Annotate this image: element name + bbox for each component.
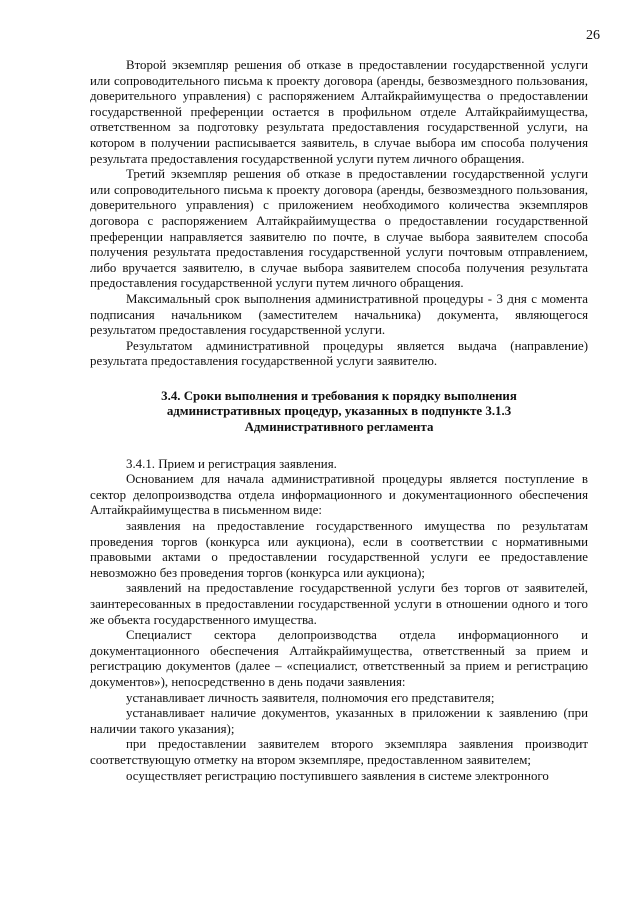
- page-number: 26: [586, 28, 600, 43]
- section-heading: [90, 389, 588, 436]
- document-body: [90, 58, 588, 784]
- paragraph-procedure-basis: Основанием для начала административной процедуры является поступление в сектор делопроизводства отдела информационного и документационного обеспечения Алтайкрайимущества в письменном виде:: [90, 472, 588, 518]
- paragraph-third-copy: Третий экземпляр решения об отказе в предоставлении государственной услуги или сопроводительного письма к проекту договора (аренды, безвозмездного пользования, доверительного управления) с приложением необходимого количества экземпляров договора с распоряжением Алтайкрайимущества о предоставлении государственной преференции направляется заявителю по почте, в случае выбора заявителем способа получения результата предоставления государственной услуги почтовым отправлением, либо вручается заявителю, в случае выбора заявителем способа получения результата предоставления государственной услуги путем личного обращения.: [90, 167, 588, 291]
- paragraph-subsection-3-4-1: 3.4.1. Прием и регистрация заявления.: [126, 456, 337, 471]
- section-heading-line-3: Административного регламента: [244, 420, 434, 435]
- paragraph-registration-system: осуществляет регистрацию поступившего заявления в системе электронного: [126, 768, 549, 783]
- paragraph-documents-check: устанавливает наличие документов, указанных в приложении к заявлению (при наличии такого указания);: [90, 706, 588, 736]
- section-heading-line-1: 3.4. Сроки выполнения и требования к порядку выполнения: [161, 388, 517, 403]
- paragraph-max-term: Максимальный срок выполнения административной процедуры - 3 дня с момента подписания начальником (заместителем начальника) документа, являющегося результатом предоставления государственной услуги.: [90, 291, 588, 338]
- paragraph-tender-application: заявления на предоставление государственного имущества по результатам проведения торгов (конкурса или аукциона), если в соответствии с нормативными правовыми актами о предоставлении государственной услуги ее предоставление невозможно без проведения торгов (конкурса или аукциона);: [90, 519, 588, 580]
- paragraph-second-copy-mark: при предоставлении заявителем второго экземпляра заявления производит соответствующую отметку на втором экземпляре, предоставленном заявителем;: [90, 737, 588, 767]
- paragraph-procedure-result: Результатом административной процедуры является выдача (направление) результата предоставления государственной услуги заявителю.: [90, 338, 588, 369]
- paragraph-registration-specialist: Специалист сектора делопроизводства отдела информационного и документационного обеспечения Алтайкрайимущества, ответственный за прием и регистрацию документов (далее – «специалист, ответственный за прием и регистрацию документов»), непосредственно в день подачи заявления:: [90, 628, 588, 689]
- section-heading-line-2: административных процедур, указанных в подпункте 3.1.3: [166, 404, 512, 419]
- paragraph-identity-check: устанавливает личность заявителя, полномочия его представителя;: [126, 690, 495, 705]
- paragraph-non-tender-applications: заявлений на предоставление государственной услуги без торгов от заявителей, заинтересованных в предоставлении государственной услуги в отношении одного и того же объекта государственного имущества.: [90, 581, 588, 627]
- paragraph-second-copy: Второй экземпляр решения об отказе в предоставлении государственной услуги или сопроводительного письма к проекту договора (аренды, безвозмездного пользования, доверительного управления) с распоряжением Алтайкрайимущества о предоставлении государственной преференции остается в профильном отделе Алтайкрайимущества, ответственном за подготовку результата предоставления государственной услуги, на котором в получении расписывается заявитель, в случае выбора им способа получения результата предоставления государственной услуги путем личного обращения.: [90, 58, 588, 166]
